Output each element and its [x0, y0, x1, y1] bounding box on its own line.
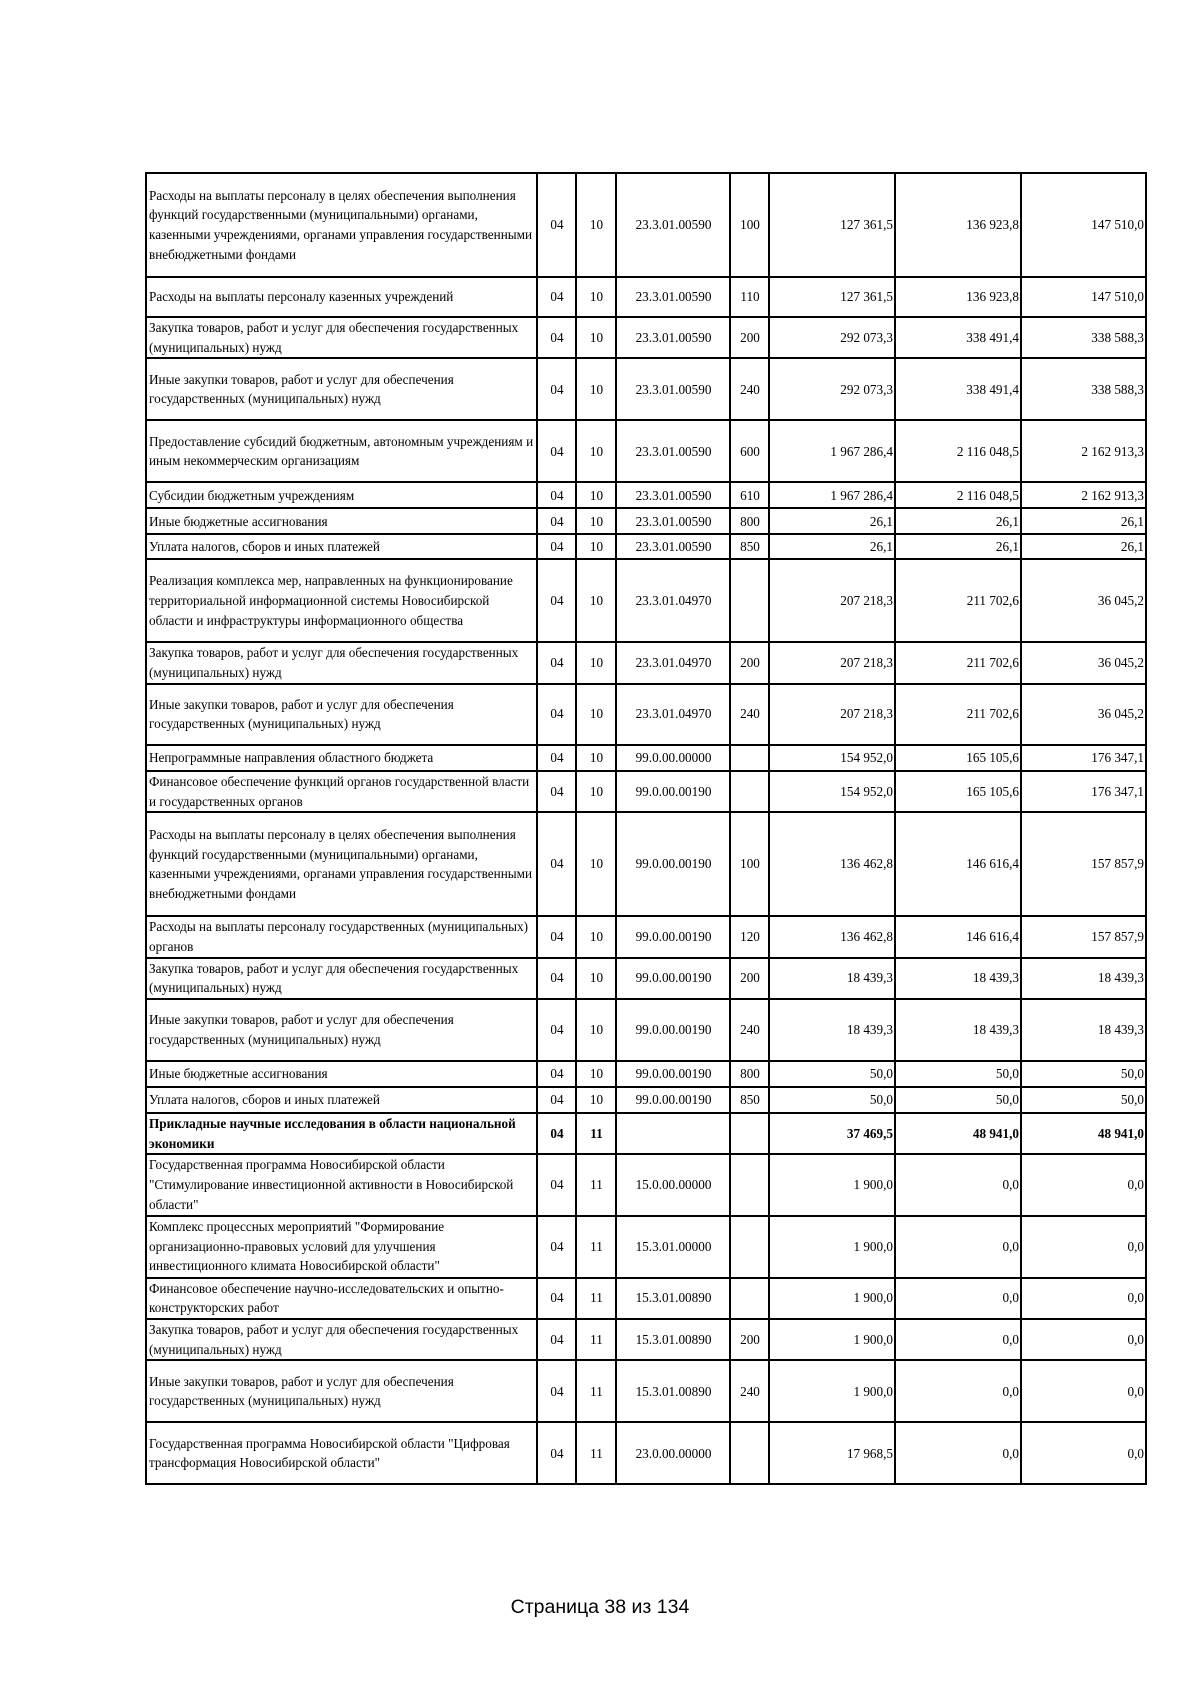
- row-description: Иные закупки товаров, работ и услуг для обеспечения государственных (муниципальных) нужд: [146, 684, 537, 745]
- table-row: [146, 1087, 1146, 1113]
- row-amount-year1: 17 968,5: [769, 1422, 895, 1484]
- row-subsection-code: 10: [576, 642, 616, 683]
- row-amount-year1: 1 900,0: [769, 1216, 895, 1278]
- row-amount-year2: 211 702,6: [895, 559, 1021, 642]
- table-row: [146, 1113, 1146, 1154]
- row-amount-year2: 0,0: [895, 1278, 1021, 1319]
- table-row: [146, 684, 1146, 745]
- row-amount-year2: 26,1: [895, 534, 1021, 559]
- row-expense-type: 610: [730, 482, 769, 508]
- row-amount-year2: 146 616,4: [895, 916, 1021, 957]
- row-expense-type: [730, 771, 769, 812]
- row-amount-year2: 136 923,8: [895, 277, 1021, 317]
- row-amount-year2: 0,0: [895, 1319, 1021, 1360]
- row-expense-type: [730, 1216, 769, 1278]
- row-amount-year1: 1 900,0: [769, 1360, 895, 1422]
- row-subsection-code: 10: [576, 771, 616, 812]
- row-expense-type: 600: [730, 420, 769, 482]
- row-description: Государственная программа Новосибирской области "Стимулирование инвестиционной активности в Новосибирской области": [146, 1154, 537, 1215]
- row-amount-year3: 157 857,9: [1021, 812, 1146, 916]
- row-expense-type: [730, 1113, 769, 1154]
- table-row: [146, 745, 1146, 771]
- table-row: [146, 317, 1146, 358]
- row-target-article: 23.3.01.00590: [616, 420, 730, 482]
- row-amount-year2: 146 616,4: [895, 812, 1021, 916]
- row-expense-type: [730, 1278, 769, 1319]
- row-description: Расходы на выплаты персоналу государственных (муниципальных) органов: [146, 916, 537, 957]
- row-description: Иные бюджетные ассигнования: [146, 1061, 537, 1087]
- row-subsection-code: 10: [576, 358, 616, 420]
- row-amount-year2: 0,0: [895, 1422, 1021, 1484]
- row-amount-year2: 338 491,4: [895, 358, 1021, 420]
- row-target-article: 99.0.00.00190: [616, 958, 730, 999]
- row-amount-year1: 127 361,5: [769, 173, 895, 277]
- row-amount-year3: 338 588,3: [1021, 317, 1146, 358]
- row-amount-year1: 26,1: [769, 534, 895, 559]
- table-row: [146, 559, 1146, 642]
- row-description: Финансовое обеспечение функций органов государственной власти и государственных органов: [146, 771, 537, 812]
- row-target-article: 99.0.00.00190: [616, 1061, 730, 1087]
- row-description: Комплекс процессных мероприятий "Формирование организационно-правовых условий для улучшения инвестиционного климата Новосибирской области": [146, 1216, 537, 1278]
- row-amount-year1: 37 469,5: [769, 1113, 895, 1154]
- row-subsection-code: 10: [576, 420, 616, 482]
- row-expense-type: 100: [730, 812, 769, 916]
- table-row: [146, 771, 1146, 812]
- row-section-code: 04: [537, 1061, 576, 1087]
- row-amount-year2: 18 439,3: [895, 999, 1021, 1061]
- row-subsection-code: 11: [576, 1113, 616, 1154]
- row-subsection-code: 10: [576, 1061, 616, 1087]
- row-section-code: 04: [537, 1360, 576, 1422]
- table-row: [146, 1319, 1146, 1360]
- row-amount-year3: 26,1: [1021, 508, 1146, 534]
- row-subsection-code: 10: [576, 958, 616, 999]
- row-section-code: 04: [537, 812, 576, 916]
- table-row: [146, 482, 1146, 508]
- row-target-article: 23.3.01.00590: [616, 358, 730, 420]
- table-row: [146, 1154, 1146, 1215]
- row-target-article: 15.3.01.00890: [616, 1278, 730, 1319]
- row-target-article: 23.3.01.04970: [616, 684, 730, 745]
- row-section-code: 04: [537, 358, 576, 420]
- row-target-article: 99.0.00.00190: [616, 1087, 730, 1113]
- row-section-code: 04: [537, 173, 576, 277]
- row-amount-year2: 165 105,6: [895, 745, 1021, 771]
- row-subsection-code: 10: [576, 508, 616, 534]
- table-row: [146, 173, 1146, 277]
- row-expense-type: [730, 1154, 769, 1215]
- row-amount-year3: 176 347,1: [1021, 771, 1146, 812]
- row-amount-year3: 0,0: [1021, 1319, 1146, 1360]
- row-description: Расходы на выплаты персоналу в целях обеспечения выполнения функций государственными (муниципальными) органами, казенными учреждениями, органами управления государственными внебюджетными фондами: [146, 812, 537, 916]
- row-amount-year3: 338 588,3: [1021, 358, 1146, 420]
- row-target-article: 23.3.01.04970: [616, 559, 730, 642]
- row-amount-year3: 2 162 913,3: [1021, 482, 1146, 508]
- table-row: [146, 534, 1146, 559]
- row-section-code: 04: [537, 684, 576, 745]
- row-amount-year3: 18 439,3: [1021, 958, 1146, 999]
- row-amount-year2: 211 702,6: [895, 642, 1021, 683]
- row-description: Финансовое обеспечение научно-исследовательских и опытно-конструкторских работ: [146, 1278, 537, 1319]
- row-subsection-code: 10: [576, 482, 616, 508]
- row-subsection-code: 10: [576, 277, 616, 317]
- row-description: Закупка товаров, работ и услуг для обеспечения государственных (муниципальных) нужд: [146, 317, 537, 358]
- row-amount-year3: 36 045,2: [1021, 559, 1146, 642]
- table-row: [146, 958, 1146, 999]
- row-target-article: 23.3.01.00590: [616, 277, 730, 317]
- row-amount-year3: 18 439,3: [1021, 999, 1146, 1061]
- row-expense-type: [730, 745, 769, 771]
- budget-table: [145, 172, 1147, 1485]
- row-amount-year3: 157 857,9: [1021, 916, 1146, 957]
- row-section-code: 04: [537, 508, 576, 534]
- row-section-code: 04: [537, 420, 576, 482]
- row-amount-year1: 26,1: [769, 508, 895, 534]
- row-description: Расходы на выплаты персоналу в целях обеспечения выполнения функций государственными (муниципальными) органами, казенными учреждениями, органами управления государственными внебюджетными фондами: [146, 173, 537, 277]
- row-amount-year2: 26,1: [895, 508, 1021, 534]
- row-amount-year3: 0,0: [1021, 1278, 1146, 1319]
- row-subsection-code: 10: [576, 916, 616, 957]
- row-expense-type: 200: [730, 642, 769, 683]
- row-amount-year3: 2 162 913,3: [1021, 420, 1146, 482]
- row-amount-year3: 0,0: [1021, 1360, 1146, 1422]
- row-amount-year3: 50,0: [1021, 1087, 1146, 1113]
- table-row: [146, 277, 1146, 317]
- row-section-code: 04: [537, 1216, 576, 1278]
- row-amount-year1: 18 439,3: [769, 999, 895, 1061]
- row-expense-type: [730, 1422, 769, 1484]
- row-section-code: 04: [537, 1278, 576, 1319]
- row-section-code: 04: [537, 317, 576, 358]
- row-target-article: 99.0.00.00000: [616, 745, 730, 771]
- row-section-code: 04: [537, 745, 576, 771]
- row-amount-year3: 0,0: [1021, 1422, 1146, 1484]
- row-amount-year1: 127 361,5: [769, 277, 895, 317]
- row-amount-year1: 292 073,3: [769, 358, 895, 420]
- row-subsection-code: 11: [576, 1278, 616, 1319]
- row-section-code: 04: [537, 958, 576, 999]
- row-description: Непрограммные направления областного бюджета: [146, 745, 537, 771]
- row-amount-year1: 1 900,0: [769, 1278, 895, 1319]
- row-subsection-code: 10: [576, 173, 616, 277]
- row-amount-year3: 176 347,1: [1021, 745, 1146, 771]
- row-amount-year1: 154 952,0: [769, 771, 895, 812]
- table-row: [146, 1360, 1146, 1422]
- row-section-code: 04: [537, 482, 576, 508]
- row-subsection-code: 11: [576, 1319, 616, 1360]
- row-description: Иные закупки товаров, работ и услуг для обеспечения государственных (муниципальных) нужд: [146, 358, 537, 420]
- row-target-article: 99.0.00.00190: [616, 916, 730, 957]
- row-subsection-code: 10: [576, 684, 616, 745]
- row-subsection-code: 10: [576, 999, 616, 1061]
- table-row: [146, 642, 1146, 683]
- row-target-article: 15.3.01.00890: [616, 1319, 730, 1360]
- row-section-code: 04: [537, 771, 576, 812]
- table-row: [146, 1216, 1146, 1278]
- row-amount-year2: 211 702,6: [895, 684, 1021, 745]
- row-section-code: 04: [537, 1422, 576, 1484]
- row-subsection-code: 10: [576, 317, 616, 358]
- row-target-article: 23.3.01.00590: [616, 508, 730, 534]
- row-amount-year3: 36 045,2: [1021, 684, 1146, 745]
- row-expense-type: 800: [730, 1061, 769, 1087]
- row-target-article: [616, 1113, 730, 1154]
- row-amount-year2: 50,0: [895, 1087, 1021, 1113]
- table-row: [146, 1422, 1146, 1484]
- row-section-code: 04: [537, 1087, 576, 1113]
- table-row: [146, 1061, 1146, 1087]
- row-target-article: 23.3.01.00590: [616, 173, 730, 277]
- row-amount-year3: 50,0: [1021, 1061, 1146, 1087]
- row-description: Закупка товаров, работ и услуг для обеспечения государственных (муниципальных) нужд: [146, 958, 537, 999]
- row-section-code: 04: [537, 1319, 576, 1360]
- table-row: [146, 999, 1146, 1061]
- row-expense-type: 110: [730, 277, 769, 317]
- row-amount-year2: 165 105,6: [895, 771, 1021, 812]
- row-subsection-code: 11: [576, 1154, 616, 1215]
- table-row: [146, 420, 1146, 482]
- table-row: [146, 916, 1146, 957]
- row-subsection-code: 11: [576, 1360, 616, 1422]
- row-amount-year3: 0,0: [1021, 1154, 1146, 1215]
- row-subsection-code: 10: [576, 812, 616, 916]
- row-description: Предоставление субсидий бюджетным, автономным учреждениям и иным некоммерческим организациям: [146, 420, 537, 482]
- row-description: Государственная программа Новосибирской области "Цифровая трансформация Новосибирской области": [146, 1422, 537, 1484]
- row-amount-year2: 48 941,0: [895, 1113, 1021, 1154]
- table-row: [146, 812, 1146, 916]
- row-expense-type: 850: [730, 1087, 769, 1113]
- row-amount-year1: 1 900,0: [769, 1319, 895, 1360]
- row-target-article: 15.0.00.00000: [616, 1154, 730, 1215]
- row-amount-year3: 26,1: [1021, 534, 1146, 559]
- row-amount-year3: 147 510,0: [1021, 173, 1146, 277]
- row-subsection-code: 10: [576, 534, 616, 559]
- row-expense-type: 800: [730, 508, 769, 534]
- row-section-code: 04: [537, 999, 576, 1061]
- row-expense-type: [730, 559, 769, 642]
- row-amount-year1: 207 218,3: [769, 642, 895, 683]
- row-amount-year1: 1 967 286,4: [769, 420, 895, 482]
- row-section-code: 04: [537, 1154, 576, 1215]
- row-amount-year2: 338 491,4: [895, 317, 1021, 358]
- row-target-article: 15.3.01.00000: [616, 1216, 730, 1278]
- row-subsection-code: 11: [576, 1216, 616, 1278]
- row-amount-year1: 136 462,8: [769, 916, 895, 957]
- row-description: Иные закупки товаров, работ и услуг для обеспечения государственных (муниципальных) нужд: [146, 1360, 537, 1422]
- row-subsection-code: 10: [576, 559, 616, 642]
- row-expense-type: 240: [730, 999, 769, 1061]
- row-amount-year2: 50,0: [895, 1061, 1021, 1087]
- row-description: Закупка товаров, работ и услуг для обеспечения государственных (муниципальных) нужд: [146, 1319, 537, 1360]
- row-target-article: 99.0.00.00190: [616, 812, 730, 916]
- row-subsection-code: 10: [576, 745, 616, 771]
- row-description: Субсидии бюджетным учреждениям: [146, 482, 537, 508]
- row-expense-type: 200: [730, 1319, 769, 1360]
- row-amount-year1: 292 073,3: [769, 317, 895, 358]
- row-section-code: 04: [537, 916, 576, 957]
- row-amount-year1: 50,0: [769, 1061, 895, 1087]
- row-amount-year1: 136 462,8: [769, 812, 895, 916]
- row-amount-year2: 0,0: [895, 1216, 1021, 1278]
- row-amount-year2: 18 439,3: [895, 958, 1021, 999]
- row-amount-year3: 36 045,2: [1021, 642, 1146, 683]
- table-row: [146, 358, 1146, 420]
- row-expense-type: 200: [730, 317, 769, 358]
- row-description: Уплата налогов, сборов и иных платежей: [146, 534, 537, 559]
- row-target-article: 99.0.00.00190: [616, 999, 730, 1061]
- row-description: Уплата налогов, сборов и иных платежей: [146, 1087, 537, 1113]
- row-amount-year3: 0,0: [1021, 1216, 1146, 1278]
- row-expense-type: 240: [730, 358, 769, 420]
- row-description: Иные закупки товаров, работ и услуг для обеспечения государственных (муниципальных) нужд: [146, 999, 537, 1061]
- row-section-code: 04: [537, 277, 576, 317]
- row-target-article: 23.3.01.00590: [616, 534, 730, 559]
- row-expense-type: 100: [730, 173, 769, 277]
- row-expense-type: 240: [730, 684, 769, 745]
- table-row: [146, 508, 1146, 534]
- row-amount-year1: 1 967 286,4: [769, 482, 895, 508]
- row-amount-year1: 18 439,3: [769, 958, 895, 999]
- table-row: [146, 1278, 1146, 1319]
- row-expense-type: 240: [730, 1360, 769, 1422]
- row-description: Расходы на выплаты персоналу казенных учреждений: [146, 277, 537, 317]
- row-subsection-code: 11: [576, 1422, 616, 1484]
- row-amount-year2: 0,0: [895, 1154, 1021, 1215]
- row-description: Закупка товаров, работ и услуг для обеспечения государственных (муниципальных) нужд: [146, 642, 537, 683]
- row-expense-type: 850: [730, 534, 769, 559]
- row-section-code: 04: [537, 559, 576, 642]
- row-amount-year1: 154 952,0: [769, 745, 895, 771]
- row-subsection-code: 10: [576, 1087, 616, 1113]
- page-number: Страница 38 из 134: [510, 1596, 690, 1618]
- row-target-article: 23.3.01.00590: [616, 482, 730, 508]
- row-description: Прикладные научные исследования в области национальной экономики: [146, 1113, 537, 1154]
- row-amount-year2: 0,0: [895, 1360, 1021, 1422]
- row-amount-year3: 48 941,0: [1021, 1113, 1146, 1154]
- row-amount-year2: 2 116 048,5: [895, 482, 1021, 508]
- row-amount-year1: 207 218,3: [769, 684, 895, 745]
- row-amount-year3: 147 510,0: [1021, 277, 1146, 317]
- row-amount-year1: 207 218,3: [769, 559, 895, 642]
- row-description: Реализация комплекса мер, направленных на функционирование территориальной информационной системы Новосибирской области и инфраструктуры информационного общества: [146, 559, 537, 642]
- row-amount-year1: 1 900,0: [769, 1154, 895, 1215]
- row-section-code: 04: [537, 1113, 576, 1154]
- row-section-code: 04: [537, 534, 576, 559]
- row-target-article: 23.0.00.00000: [616, 1422, 730, 1484]
- row-section-code: 04: [537, 642, 576, 683]
- row-target-article: 15.3.01.00890: [616, 1360, 730, 1422]
- row-target-article: 99.0.00.00190: [616, 771, 730, 812]
- row-amount-year1: 50,0: [769, 1087, 895, 1113]
- row-target-article: 23.3.01.00590: [616, 317, 730, 358]
- row-description: Иные бюджетные ассигнования: [146, 508, 537, 534]
- row-expense-type: 120: [730, 916, 769, 957]
- row-amount-year2: 2 116 048,5: [895, 420, 1021, 482]
- row-expense-type: 200: [730, 958, 769, 999]
- row-amount-year2: 136 923,8: [895, 173, 1021, 277]
- row-target-article: 23.3.01.04970: [616, 642, 730, 683]
